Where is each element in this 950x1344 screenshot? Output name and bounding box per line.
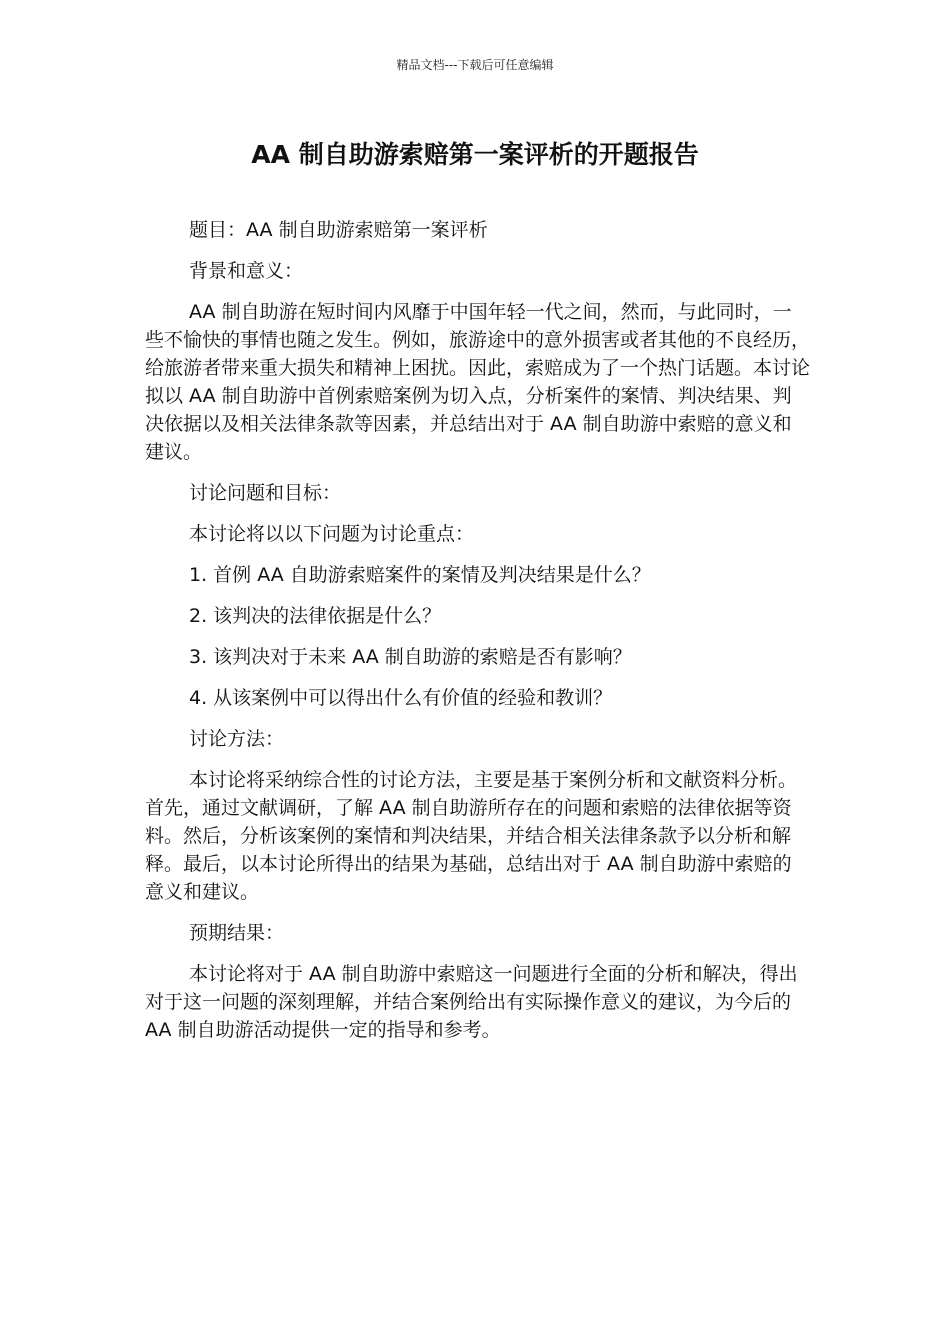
background-heading: 背景和意义： <box>189 260 304 282</box>
method-paragraph: 本讨论将采纳综合性的讨论方法，主要是基于案例分析和文献资料分析。首先，通过文献调研，了解 AA 制自助游所存在的问题和索赔的法律依据等资料。然后，分析该案例的案情和判决结果，并结合相关法律条款予以分析和解释。最后，以本讨论所得出的结果为基础，总结出对于 AA 制自助游中索赔的意义和建议。 <box>145 769 798 903</box>
question-item-1: 1. 首例 AA 自助游索赔案件的案情及判决结果是什么？ <box>189 564 651 586</box>
document-body <box>145 216 810 1044</box>
results-paragraph: 本讨论将对于 AA 制自助游中索赔这一问题进行全面的分析和解决，得出对于这一问题的深刻理解，并结合案例给出有实际操作意义的建议，为今后的 AA 制自助游活动提供一定的指导和参考。 <box>145 963 798 1041</box>
questions-heading: 讨论问题和目标： <box>189 482 342 504</box>
document-title: AA 制自助游索赔第一案评析的开题报告 <box>251 140 699 169</box>
question-item-3: 3. 该判决对于未来 AA 制自助游的索赔是否有影响？ <box>189 646 632 668</box>
page-header: 精品文档---下载后可任意编辑 <box>396 58 554 72</box>
questions-intro: 本讨论将以以下问题为讨论重点： <box>189 523 475 545</box>
method-heading: 讨论方法： <box>189 728 285 750</box>
background-paragraph: AA 制自助游在短时间内风靡于中国年轻一代之间，然而，与此同时，一些不愉快的事情也随之发生。例如，旅游途中的意外损害或者其他的不良经历，给旅游者带来重大损失和精神上困扰。因此，索赔成为了一个热门话题。本讨论拟以 AA 制自助游中首例索赔案例为切入点，分析案件的案情、判决结果、判决依据以及相关法律条款等因素，并总结出对于 AA 制自助游中索赔的意义和建议。 <box>145 301 811 463</box>
question-item-2: 2. 该判决的法律依据是什么？ <box>189 605 442 627</box>
topic-line: 题目：AA 制自助游索赔第一案评析 <box>189 219 488 241</box>
results-heading: 预期结果： <box>189 922 285 944</box>
question-item-4: 4. 从该案例中可以得出什么有价值的经验和教训？ <box>189 687 613 709</box>
